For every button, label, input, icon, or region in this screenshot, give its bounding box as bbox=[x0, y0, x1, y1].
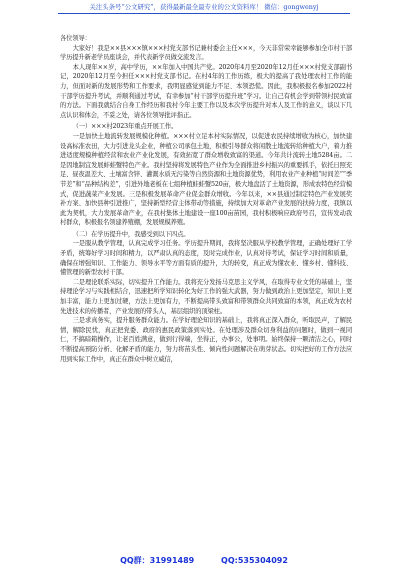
footer-contact bbox=[0, 555, 408, 566]
qq-group-text: QQ群：31991489 bbox=[120, 556, 195, 565]
paragraph: 本人现年××岁，高中学历，××年加入中国共产党。2020年4月至2020年12月任×××村党支部副书记，2020年12月至今担任×××村党支部书记。在村4年的工作历练，极大的提高了我处理农村工作的能力，但面对新的发展形势和工作要求，我明显感觉到能力不足、本领恐慌。因此，我积极报名参加2022村干部学历提升考试，并顺利通过考试，有幸参加“村干部学历提升班”学习。让自己有机会学到带领村民致富的方法。下面我就结合自身工作经历和我村今年主要工作以及本次学历提升对本人及工作的意义，谈以下几点认识和体会，不妥之处，请各位领导批评指正。 bbox=[60, 63, 352, 119]
section-heading: （一）×××村2023年重点开展工作。 bbox=[72, 123, 178, 131]
header-banner: 关注头条号“公文研究”，获得最新最全最专业的公文资料库！ 微信：gongwenyj bbox=[89, 3, 319, 11]
qq-text: QQ:535304092 bbox=[221, 556, 288, 565]
section-heading: （二）在学历提升中，我感受到以下四点。 bbox=[72, 230, 190, 238]
salutation: 各位领导： bbox=[60, 35, 91, 42]
header-rule bbox=[58, 13, 350, 14]
paragraph: 大家好！我是××县×××镇×××村党支部书记兼村委会主任×××，今天非常荣幸能够参加全市村干部学历提升新老学员座谈会，并代表新学员做交流发言。 bbox=[60, 44, 352, 62]
document-body bbox=[60, 34, 352, 364]
paragraph: 三是求真务实，提升服务群众能力。在学好理论知识的基础上，我将真正深入群众，听取民声，了解民情，解除民忧，真正把党委、政府的惠民政策落到实处。在处理涉及群众切身利益的问题时，做到一视同仁，不搞暗箱操作，让老百姓满意，做到行得端，坐得正，办事公，处事明。始终保持一颗清洁之心，同时不断提高预防分析、化解矛盾的能力，努力将苗头性、倾向性问题解决在萌芽状态。切实把好的工作方法应用到实际工作中，真正在群众中树立威信， bbox=[60, 317, 352, 363]
paragraph: 二是理论联系实际，切实提升工作能力。我将充分发扬马克思主义学风，在取得专业文凭的基础上，坚持理论学习与实践相结合，迅速把所学知识转化为好工作的强大武器，努力做到政治上更加坚定，知识上更加丰富，能力上更加过硬，方法上更加有力，不断提高带头致富和带领群众共同致富的本领，真正成为农村先进技术的传播者，产业发展的带头人，基层组织的顶梁柱。 bbox=[60, 278, 352, 315]
paragraph: 一是加快土地流转发展规模化种植。×××村立足本村实际情况，以促进农民持续增收为核心，加快建设高标准农田，大力引进龙头企业，种植公司承包土地，积极引导群众将闲散土地流转给种植大户，着力推进适度规模种植经营和农业产业化发展，有效拓宽了群众增收致富的渠道。今年共计流转土地5284亩。二是因地制宜发展蚌蛙蟹特色产业。我村坚持将发展特色产业作为全面推进乡村振兴的重要抓手，依托日照充足、昼夜温差大、土壤富含锌、灌溉水质无污染等自然资源和土地资源优势，利用农业产业种植“时间差”“季节差”和“品种结构差”，引进外地老板在七组种植蛙蛙蟹520亩，极大地盘活了土地资源，形成农特色经营模式，促进蔬菜产业发展。三是积极发展革命产业促金群众增收。今年以来，××县通过制定特色产业发展奖补方案、加快县种引进推广，坚持新型经营主体带动等措施，持续加大对革命产业发展的扶持力度，我镇以此为契机，大力发展革命产业，在我村集体土地建设一座100亩苗园，我村积极响应政府号召，宣传发动我村群众，积极报名领建养殖棚，发展规模养殖。 bbox=[60, 132, 352, 227]
paragraph: 一是服从教学管理，认真完成学习任务。学历提升期间，我将坚决服从学校教学管理，正确处理好工学矛盾，统筹好学习时间和精力，以严肃认真的态度，及时完成作业，认真对待考试，保证学习时间和质量，确保在增强知识、工作能力、领导水平等方面有质的提升，大的转变，真正成为懂农业、懂乡村、懂科技、懂管理的新型农村干部。 bbox=[60, 240, 352, 277]
